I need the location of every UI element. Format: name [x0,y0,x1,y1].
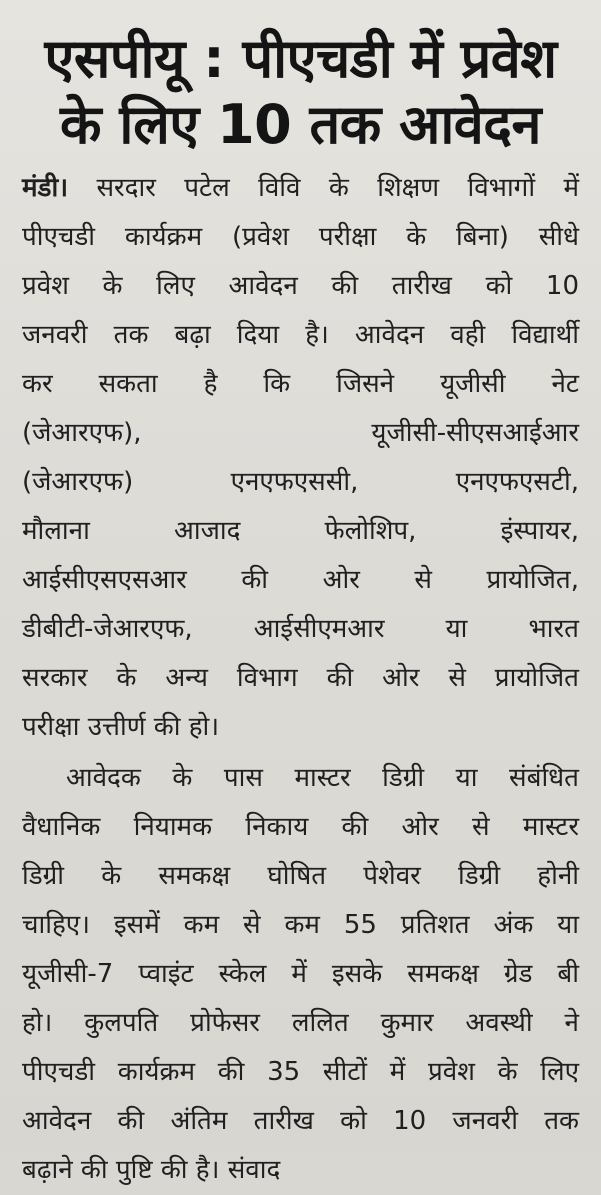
article-line: पीएचडी कार्यक्रम (प्रवेश परीक्षा के बिना) सीधे [22,222,579,252]
credit-byline: संवाद [227,1155,281,1185]
article-line [22,1146,579,1195]
article-line: आईसीएसएसआर की ओर से प्रायोजित, [22,565,579,595]
dateline: मंडी। [22,173,69,203]
headline-line-2: के लिए 10 तक आवेदन [60,93,541,156]
article-line: (जेआरएफ) एनएफएससी, एनएफएसटी, [22,467,579,497]
article-line: यूजीसी-7 प्वाइंट स्केल में इसके समकक्ष ग्रेड बी [22,959,579,989]
article-paragraph-2 [22,754,579,1195]
article-line: डीबीटी-जेआरएफ, आईसीएमआर या भारत [22,614,579,644]
article-line: चाहिए। इसमें कम से कम 55 प्रतिशत अंक या [22,910,579,940]
article-line: मौलाना आजाद फेलोशिप, इंस्पायर, [22,516,579,546]
article-line: परीक्षा उत्तीर्ण की हो। [22,712,220,742]
article-line: हो। कुलपति प्रोफेसर ललित कुमार अवस्थी ने [22,1008,579,1038]
article-line: प्रवेश के लिए आवेदन की तारीख को 10 [22,271,579,301]
article-line-text: सरदार पटेल विवि के शिक्षण विभागों में [68,173,579,203]
article-line: वैधानिक नियामक निकाय की ओर से मास्टर [22,812,579,842]
article-line [22,164,579,213]
article-line: कर सकता है कि जिसने यूजीसी नेट [22,369,579,399]
article-line: जनवरी तक बढ़ा दिया है। आवेदन वही विद्यार्थी [22,320,579,350]
article-paragraph-1 [22,164,579,752]
article-line: सरकार के अन्य विभाग की ओर से प्रायोजित [22,663,579,693]
article-line: (जेआरएफ), यूजीसी-सीएसआईआर [22,418,579,448]
headline-line-1: एसपीयू : पीएचडी में प्रवेश [44,27,557,90]
article-line: आवेदक के पास मास्टर डिग्री या संबंधित [66,763,579,793]
headline [22,26,579,158]
article-line: पीएचडी कार्यक्रम की 35 सीटों में प्रवेश के लिए [22,1057,579,1087]
article-line: डिग्री के समकक्ष घोषित पेशेवर डिग्री होनी [22,861,579,891]
article-line: आवेदन की अंतिम तारीख को 10 जनवरी तक [22,1106,579,1136]
article-line-text: बढ़ाने की पुष्टि की है। [22,1155,228,1185]
